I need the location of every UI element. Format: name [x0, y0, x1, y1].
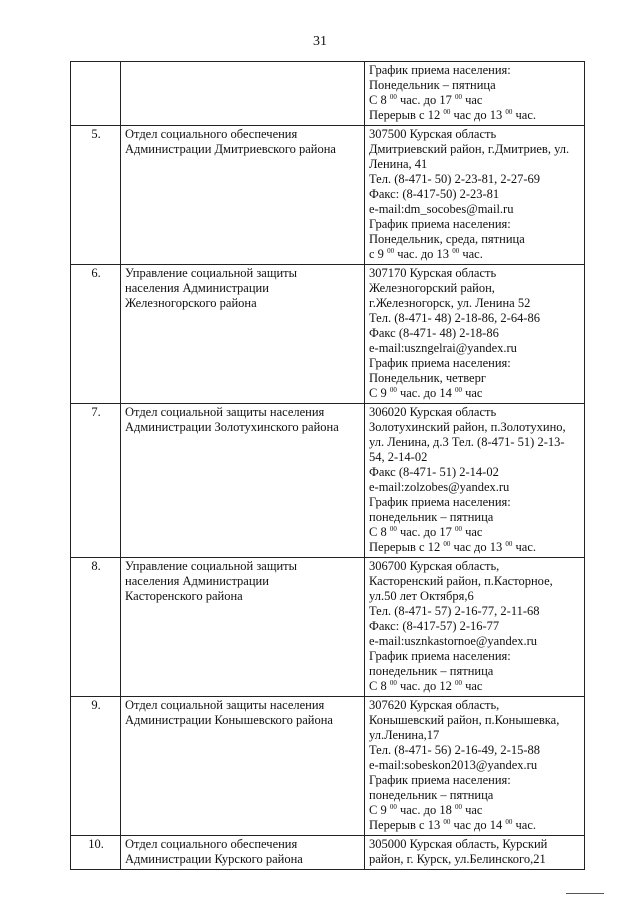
contact-info-cell: [365, 265, 585, 404]
page-number: 31: [313, 34, 327, 49]
organization-name-line: Отдел социального обеспечения: [125, 127, 298, 141]
footer-rule: [566, 893, 604, 894]
contact-text: С 8: [369, 525, 390, 539]
time-minutes-superscript: 00: [454, 679, 462, 687]
contact-line: Тел. (8-471- 56) 2-16-49, 2-15-88: [369, 743, 540, 757]
row-number-cell: 10.: [71, 836, 121, 870]
contact-line: 307620 Курская область,: [369, 698, 500, 712]
table-body: [71, 62, 585, 870]
contact-line: e-mail:sobeskon2013@yandex.ru: [369, 758, 538, 772]
time-minutes-superscript: 00: [443, 108, 451, 116]
contact-text: час до 13: [450, 540, 506, 554]
contact-text: час. до 17: [396, 93, 455, 107]
contact-line: 305000 Курская область, Курский: [369, 837, 548, 851]
contact-text: час: [461, 803, 483, 817]
contact-text: час.: [512, 818, 536, 832]
time-minutes-superscript: 00: [389, 679, 397, 687]
time-minutes-superscript: 00: [389, 386, 397, 394]
contact-line: Понедельник, четверг: [369, 371, 486, 385]
contact-info-cell: [365, 126, 585, 265]
contact-line: e-mail:uszngelrai@yandex.ru: [369, 341, 517, 355]
contact-line: Факс: (8-417-50) 2-23-81: [369, 187, 500, 201]
organization-cell: [121, 404, 365, 558]
organization-cell: [121, 62, 365, 126]
contact-line: 306700 Курская область,: [369, 559, 500, 573]
time-minutes-superscript: 00: [389, 803, 397, 811]
contact-text: час: [461, 93, 483, 107]
organization-cell: [121, 126, 365, 265]
contact-line: Тел. (8-471- 57) 2-16-77, 2-11-68: [369, 604, 540, 618]
time-minutes-superscript: 00: [443, 818, 451, 826]
contact-line: ул.50 лет Октября,6: [369, 589, 474, 603]
contact-line: Понедельник, среда, пятница: [369, 232, 525, 246]
contact-line: [369, 525, 581, 540]
organization-cell: [121, 697, 365, 836]
contact-info-cell: [365, 404, 585, 558]
contact-line: [369, 540, 581, 555]
contact-text: С 9: [369, 386, 390, 400]
time-minutes-superscript: 00: [454, 386, 462, 394]
time-minutes-superscript: 00: [505, 818, 513, 826]
contact-text: Перерыв с 12: [369, 108, 444, 122]
contact-line: Дмитриевский район, г.Дмитриев, ул.: [369, 142, 570, 156]
time-minutes-superscript: 00: [389, 525, 397, 533]
organization-name-line: Администрации Курского района: [125, 852, 303, 866]
time-minutes-superscript: 00: [389, 93, 397, 101]
organization-cell: [121, 265, 365, 404]
contact-text: С 8: [369, 679, 390, 693]
contact-line: e-mail:dm_socobes@mail.ru: [369, 202, 514, 216]
organization-name-line: Администрации Дмитриевского района: [125, 142, 336, 156]
contact-line: 54, 2-14-02: [369, 450, 428, 464]
contact-info-cell: [365, 836, 585, 870]
row-number-cell: 9.: [71, 697, 121, 836]
contact-line: [369, 803, 581, 818]
contact-line: e-mail:zolzobes@yandex.ru: [369, 480, 510, 494]
contact-line: [369, 247, 581, 262]
time-minutes-superscript: 00: [443, 540, 451, 548]
organization-name-line: Администрации Золотухинского района: [125, 420, 339, 434]
contact-text: час. до 17: [396, 525, 455, 539]
contact-text: С 9: [369, 803, 390, 817]
contact-line: 307500 Курская область: [369, 127, 497, 141]
table-row: [71, 126, 585, 265]
contact-line: г.Железногорск, ул. Ленина 52: [369, 296, 531, 310]
contact-line: ул. Ленина, д.3 Тел. (8-471- 51) 2-13-: [369, 435, 565, 449]
time-minutes-superscript: 00: [505, 540, 513, 548]
organization-cell: [121, 836, 365, 870]
contact-line: [369, 386, 581, 401]
organization-name-line: Отдел социальной защиты населения: [125, 405, 325, 419]
contact-text: час: [461, 525, 483, 539]
contact-line: [369, 818, 581, 833]
contact-line: Тел. (8-471- 48) 2-18-86, 2-64-86: [369, 311, 540, 325]
contact-line: район, г. Курск, ул.Белинского,21: [369, 852, 546, 866]
contact-info-cell: [365, 62, 585, 126]
contact-line: График приема населения:: [369, 773, 511, 787]
contact-line: понедельник – пятница: [369, 510, 494, 524]
contact-text: С 8: [369, 93, 390, 107]
contact-text: час.: [512, 108, 536, 122]
row-number-cell: 8.: [71, 558, 121, 697]
organization-cell: [121, 558, 365, 697]
contact-line: Тел. (8-471- 50) 2-23-81, 2-27-69: [369, 172, 540, 186]
contact-line: Факс (8-471- 51) 2-14-02: [369, 465, 499, 479]
contact-text: час: [461, 679, 483, 693]
time-minutes-superscript: 00: [454, 93, 462, 101]
time-minutes-superscript: 00: [454, 803, 462, 811]
contact-line: [369, 108, 581, 123]
contact-line: 307170 Курская область: [369, 266, 497, 280]
contact-line: понедельник – пятница: [369, 664, 494, 678]
contact-text: с 9: [369, 247, 388, 261]
contact-line: ул.Ленина,17: [369, 728, 440, 742]
time-minutes-superscript: 00: [387, 247, 395, 255]
organization-name-line: Отдел социального обеспечения: [125, 837, 298, 851]
contact-info-cell: [365, 697, 585, 836]
contact-line: Касторенский район, п.Касторное,: [369, 574, 553, 588]
organization-name-line: Отдел социальной защиты населения: [125, 698, 325, 712]
contact-text: час. до 12: [396, 679, 455, 693]
organization-name-line: Администрации Конышевского района: [125, 713, 333, 727]
contact-line: e-mail:usznkastornoe@yandex.ru: [369, 634, 538, 648]
contact-line: [369, 679, 581, 694]
contact-text: час. до 13: [394, 247, 453, 261]
contact-line: Ленина, 41: [369, 157, 428, 171]
organization-name-line: Железногорского района: [125, 296, 257, 310]
contact-line: Железногорский район,: [369, 281, 495, 295]
organization-name-line: Управление социальной защиты: [125, 559, 298, 573]
contact-text: час до 14: [450, 818, 506, 832]
contact-line: График приема населения:: [369, 217, 511, 231]
time-minutes-superscript: 00: [454, 525, 462, 533]
organization-name-line: населения Администрации: [125, 574, 269, 588]
organization-name-line: населения Администрации: [125, 281, 269, 295]
contact-line: График приема населения:: [369, 356, 511, 370]
time-minutes-superscript: 00: [452, 247, 460, 255]
social-services-table: [70, 61, 585, 870]
contact-line: График приема населения:: [369, 63, 511, 77]
organization-name-line: Касторенского района: [125, 589, 243, 603]
table-row: [71, 62, 585, 126]
time-minutes-superscript: 00: [505, 108, 513, 116]
contact-text: час.: [459, 247, 483, 261]
table-row: [71, 697, 585, 836]
contact-line: Факс (8-471- 48) 2-18-86: [369, 326, 499, 340]
table-row: [71, 404, 585, 558]
row-number-cell: 7.: [71, 404, 121, 558]
contact-text: час. до 14: [396, 386, 455, 400]
contact-line: понедельник – пятница: [369, 788, 494, 802]
row-number-cell: 6.: [71, 265, 121, 404]
organization-name-line: Управление социальной защиты: [125, 266, 298, 280]
contact-line: График приема населения:: [369, 649, 511, 663]
row-number-cell: 5.: [71, 126, 121, 265]
contact-text: Перерыв с 13: [369, 818, 444, 832]
contact-line: Конышевский район, п.Конышевка,: [369, 713, 560, 727]
table-row: [71, 265, 585, 404]
contact-line: Понедельник – пятница: [369, 78, 496, 92]
contact-text: час: [461, 386, 483, 400]
table-row: [71, 836, 585, 870]
contact-text: час.: [512, 540, 536, 554]
contact-text: час. до 18: [396, 803, 455, 817]
contact-info-cell: [365, 558, 585, 697]
contact-line: График приема населения:: [369, 495, 511, 509]
row-number-cell: [71, 62, 121, 126]
contact-text: час до 13: [450, 108, 506, 122]
contact-line: Золотухинский район, п.Золотухино,: [369, 420, 566, 434]
contact-line: [369, 93, 581, 108]
contact-line: 306020 Курская область: [369, 405, 497, 419]
table-row: [71, 558, 585, 697]
contact-line: Факс: (8-417-57) 2-16-77: [369, 619, 500, 633]
contact-text: Перерыв с 12: [369, 540, 444, 554]
